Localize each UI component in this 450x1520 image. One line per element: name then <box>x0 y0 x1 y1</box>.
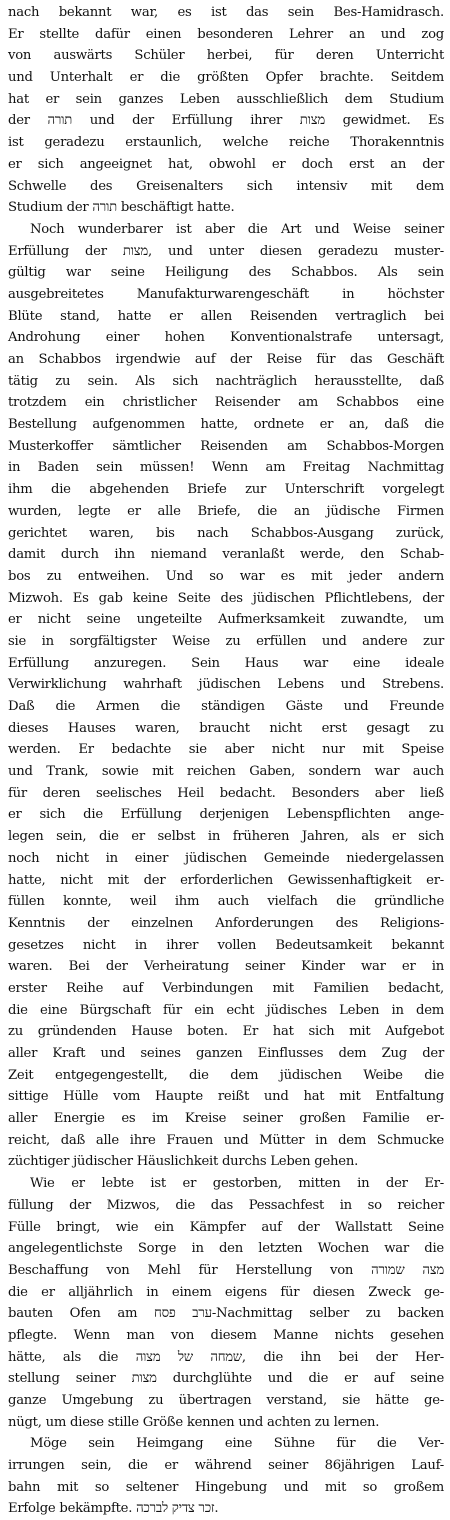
text-line: waren. Bei der Verheiratung seiner Kinder war er in <box>8 959 444 975</box>
text-line: bauten Ofen am ערב פסח-Nachmittag selber zu backen <box>8 1306 444 1322</box>
text-line: ganze Umgebung zu übertragen verstand, sie hätte ge- <box>8 1393 444 1408</box>
paragraph <box>8 219 444 1173</box>
text-line: er sich die Erfüllung derjenigen Lebenspflichten ange- <box>8 807 444 823</box>
text-line: Wie er lebte ist er gestorben, mitten in der Er- <box>30 1176 444 1192</box>
text-line: Zeit entgegengestellt, die dem jüdischen Weibe die <box>8 1067 444 1083</box>
text-line: Erfüllung anzuregen. Sein Haus war eine ideale <box>8 655 444 671</box>
text-line: dieses Hauses waren, braucht nicht erst gesagt zu <box>8 720 444 736</box>
text-line: trotzdem ein christlicher Reisender am Schabbos eine <box>8 395 444 411</box>
text-line: hat er sein ganzes Leben ausschließlich dem Studium <box>8 91 444 107</box>
text-line: gesetzes nicht in ihrer vollen Bedeutsamkeit bekannt <box>8 937 444 953</box>
text-line: gerichtet waren, bis nach Schabbos-Ausgang zurück, <box>8 525 444 541</box>
paragraph <box>8 1173 444 1433</box>
text-line: an Schabbos irgendwie auf der Reise für das Geschäft <box>8 352 444 367</box>
text-line: werden. Er bedachte sie aber nicht nur mit Speise <box>8 742 444 758</box>
text-line: Kenntnis der einzelnen Anforderungen des Religions- <box>8 915 444 931</box>
text-line: füllung der Mizwos, die das Pessachfest in so reicher <box>8 1197 444 1213</box>
text-line: sittige Hülle vom Haupte reißt und hat mit Entfaltung <box>8 1089 444 1105</box>
text-line: Erfüllung der מצות, und unter diesen geradezu muster- <box>8 243 445 259</box>
text-line: Mizwoh. Es gab keine Seite des jüdischen Pflichtlebens, der <box>8 590 444 606</box>
text-line: Schwelle des Greisenalters sich intensiv mit dem <box>8 178 444 194</box>
text-line: gültig war seine Heiligung des Schabbos. Als sein <box>8 265 444 281</box>
text-line: irrungen sein, die er während seiner 86jährigen Lauf- <box>8 1458 444 1474</box>
text-line: Erfolge bekämpfte. זכר צדיק לברכה. <box>8 1501 219 1517</box>
text-line: ihm die abgehenden Briefe zur Unterschrift vorgelegt <box>8 482 444 498</box>
text-line: noch nicht in einer jüdischen Gemeinde niedergelassen <box>8 850 444 866</box>
text-line: bahn mit so seltener Hingebung und mit so großem <box>8 1479 444 1495</box>
paragraph <box>8 1433 444 1520</box>
text-line: aller Energie es im Kreise seiner großen Familie er- <box>8 1111 444 1127</box>
text-line: pflegte. Wenn man von diesem Manne nichts gesehen <box>8 1327 444 1343</box>
text-line: stellung seiner מצות durchglühte und die er auf seine <box>8 1371 444 1387</box>
text-line: und Trank, sowie mit reichen Gaben, sondern war auch <box>8 764 444 780</box>
text-line: von auswärts Schüler herbei, für deren Unterricht <box>8 48 444 64</box>
text-line: er nicht seine ungeteilte Aufmerksamkeit zuwandte, um <box>8 612 444 628</box>
text-line: hatte, nicht mit der erforderlichen Gewissenhaftigkeit er- <box>8 872 444 888</box>
text-line: Möge sein Heimgang eine Sühne für die Ver- <box>30 1436 444 1452</box>
text-line: ist geradezu erstaunlich, welche reiche Thorakenntnis <box>8 135 444 151</box>
text-line: in Baden sein müssen! Wenn am Freitag Nachmittag <box>8 460 444 476</box>
text-line: Beschaffung von Mehl für Herstellung von מצה שמורה <box>8 1262 444 1278</box>
text-line: erster Reihe auf Verbindungen mit Familien bedacht, <box>8 980 444 996</box>
text-line: füllen konnte, weil ihm auch vielfach die gründliche <box>8 894 444 910</box>
text-line: hätte, als die שמחה של מצוה, die ihn bei der Her- <box>8 1349 444 1365</box>
text-line: und Unterhalt er die größten Opfer brachte. Seitdem <box>8 70 444 86</box>
text-line: Blüte stand, hatte er allen Reisenden vertraglich bei <box>8 308 444 324</box>
text-line: Musterkoffer sämtlicher Reisenden am Schabbos-Morgen <box>8 438 444 454</box>
text-line: Bestellung aufgenommen hatte, ordnete er an, daß die <box>8 417 444 433</box>
text-line: ausgebreitetes Manufakturwarengeschäft in höchster <box>8 286 444 302</box>
text-line: Androhung einer hohen Konventionalstrafe untersagt, <box>8 330 444 346</box>
text-line: züchtiger jüdischer Häuslichkeit durchs Leben gehen. <box>8 1154 359 1170</box>
text-line: aller Kraft und seines ganzen Einflusses dem Zug der <box>8 1046 444 1061</box>
text-line: nügt, um diese stille Größe kennen und achten zu lernen. <box>8 1414 380 1430</box>
text-line: er sich angeeignet hat, obwohl er doch erst an der <box>8 156 444 172</box>
text-line: Noch wunderbarer ist aber die Art und Weise seiner <box>30 221 444 237</box>
text-line: Er stellte dafür einen besonderen Lehrer an und zog <box>8 26 444 42</box>
text-line: damit durch ihn niemand veranlaßt werde, den Schab- <box>8 547 444 563</box>
obituary-article <box>8 2 444 1520</box>
text-line: reicht, daß alle ihre Frauen und Mütter in dem Schmucke <box>8 1132 444 1148</box>
text-line: legen sein, die er selbst in früheren Jahren, als er sich <box>8 829 444 845</box>
text-line: zu gründenden Hause boten. Er hat sich mit Aufgebot <box>8 1024 444 1040</box>
text-line: Daß die Armen die ständigen Gäste und Freunde <box>8 699 444 714</box>
text-line: Studium der תורה beschäftigt hatte. <box>8 200 235 216</box>
text-line: die er alljährlich in einem eigens für diesen Zweck ge- <box>8 1284 444 1300</box>
text-line: sie in sorgfältigster Weise zu erfüllen und andere zur <box>8 633 444 649</box>
text-line: der תורה und der Erfüllung ihrer מצות gewidmet. Es <box>8 113 444 129</box>
text-line: bos zu entweihen. Und so war es mit jeder andern <box>8 568 444 584</box>
text-line: Fülle bringt, wie ein Kämpfer auf der Wallstatt Seine <box>8 1219 444 1235</box>
paragraph <box>8 2 444 219</box>
text-line: wurden, legte er alle Briefe, die an jüdische Firmen <box>8 503 444 519</box>
text-line: angelegentlichste Sorge in den letzten Wochen war die <box>8 1241 444 1257</box>
text-line: für deren seelisches Heil bedacht. Besonders aber ließ <box>8 785 444 801</box>
text-line: die eine Bürgschaft für ein echt jüdisches Leben in dem <box>8 1002 444 1018</box>
text-line: tätig zu sein. Als sich nachträglich herausstellte, daß <box>8 373 444 389</box>
text-line: nach bekannt war, es ist das sein Bes-Hamidrasch. <box>8 5 444 20</box>
text-line: Verwirklichung wahrhaft jüdischen Lebens und Strebens. <box>8 677 444 693</box>
